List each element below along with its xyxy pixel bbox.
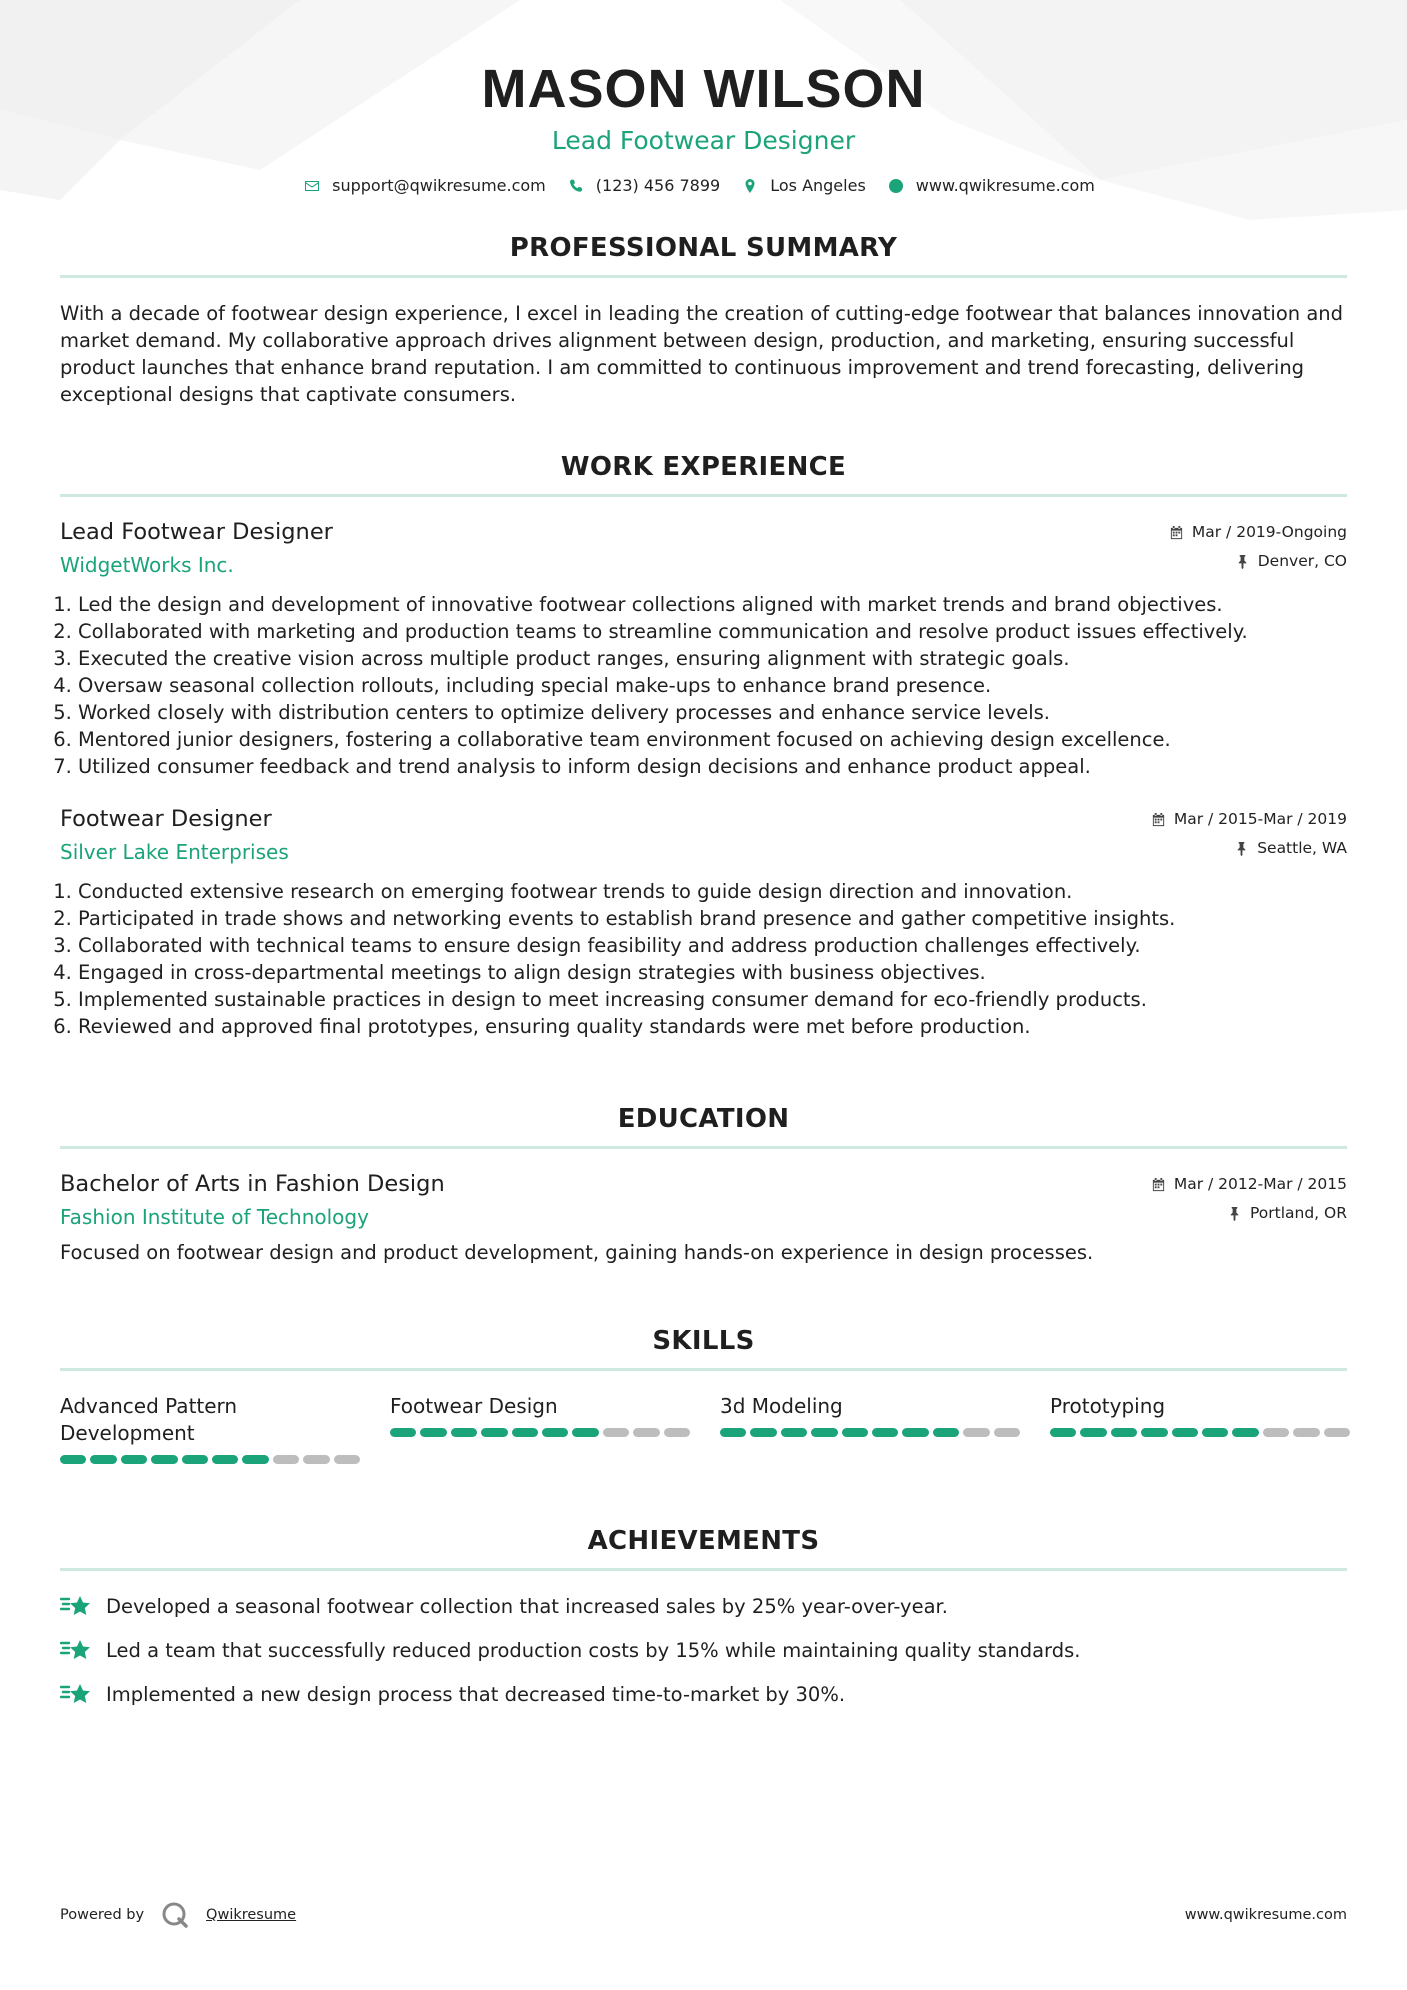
education-heading: EDUCATION bbox=[60, 1104, 1347, 1149]
skill-segment-empty bbox=[994, 1428, 1020, 1437]
globe-icon bbox=[888, 178, 904, 194]
calendar-icon bbox=[1151, 1177, 1166, 1192]
education-dates bbox=[1151, 1175, 1347, 1193]
job-location-text: Denver, CO bbox=[1257, 552, 1347, 570]
skill-name: Advanced Pattern Development bbox=[60, 1394, 238, 1445]
education-section bbox=[60, 1104, 1347, 1264]
skill-item bbox=[1050, 1393, 1350, 1464]
job-title: Lead Footwear Designer bbox=[60, 519, 333, 545]
achievement-item bbox=[60, 1593, 1347, 1619]
skill-segment-filled bbox=[242, 1455, 268, 1464]
skill-name: 3d Modeling bbox=[720, 1394, 843, 1418]
email-text: support@qwikresume.com bbox=[332, 176, 546, 195]
skill-segment-filled bbox=[933, 1428, 959, 1437]
skill-segment-filled bbox=[1172, 1428, 1198, 1437]
envelope-icon bbox=[304, 178, 320, 194]
skill-segment-empty bbox=[664, 1428, 690, 1437]
skill-segment-filled bbox=[1050, 1428, 1076, 1437]
qwikresume-link[interactable]: Qwikresume bbox=[206, 1907, 297, 1923]
job-bullet: 7. Utilized consumer feedback and trend analysis to inform design decisions and enhance product appeal. bbox=[78, 753, 1347, 780]
job-bullet: 1. Led the design and development of innovative footwear collections aligned with market trends and brand objectives. bbox=[78, 591, 1347, 618]
achievement-item bbox=[60, 1637, 1347, 1663]
powered-by-label: Powered by bbox=[60, 1907, 145, 1923]
skills-section bbox=[60, 1326, 1347, 1464]
skill-segment-empty bbox=[963, 1428, 989, 1437]
contact-website[interactable] bbox=[888, 176, 1095, 195]
skill-level-bar bbox=[390, 1428, 690, 1437]
skill-segment-filled bbox=[1202, 1428, 1228, 1437]
skill-segment-filled bbox=[1080, 1428, 1106, 1437]
footer-website[interactable]: www.qwikresume.com bbox=[1184, 1907, 1347, 1923]
skill-segment-empty bbox=[1293, 1428, 1319, 1437]
job-entry bbox=[60, 806, 1347, 1040]
job-entry bbox=[60, 519, 1347, 780]
work-heading: WORK EXPERIENCE bbox=[60, 452, 1347, 497]
job-dates-text: Mar / 2015-Mar / 2019 bbox=[1173, 810, 1347, 828]
skill-segment-filled bbox=[902, 1428, 928, 1437]
job-bullet: 5. Implemented sustainable practices in design to meet increasing consumer demand for eco-friendly products. bbox=[78, 986, 1347, 1013]
education-dates-text: Mar / 2012-Mar / 2015 bbox=[1173, 1175, 1347, 1193]
summary-heading: PROFESSIONAL SUMMARY bbox=[60, 233, 1347, 278]
skill-level-bar bbox=[720, 1428, 1020, 1437]
skill-segment-filled bbox=[151, 1455, 177, 1464]
skill-segment-filled bbox=[572, 1428, 598, 1437]
skill-segment-filled bbox=[542, 1428, 568, 1437]
candidate-title: Lead Footwear Designer bbox=[551, 126, 856, 155]
contact-email[interactable] bbox=[304, 176, 546, 195]
skill-segment-filled bbox=[811, 1428, 837, 1437]
achievement-text: Led a team that successfully reduced production costs by 15% while maintaining quality standards. bbox=[106, 1638, 1081, 1662]
achievements-section bbox=[60, 1526, 1347, 1707]
calendar-icon bbox=[1169, 525, 1184, 540]
qwikresume-logo-icon bbox=[160, 1900, 190, 1930]
degree-title: Bachelor of Arts in Fashion Design bbox=[60, 1171, 445, 1197]
school-name: Fashion Institute of Technology bbox=[60, 1205, 369, 1229]
skill-item bbox=[390, 1393, 690, 1464]
education-location bbox=[1227, 1204, 1347, 1222]
education-location-text: Portland, OR bbox=[1249, 1204, 1347, 1222]
job-bullet: 6. Mentored junior designers, fostering a collaborative team environment focused on achieving design excellence. bbox=[78, 726, 1347, 753]
job-location-text: Seattle, WA bbox=[1257, 839, 1347, 857]
pushpin-icon bbox=[1235, 554, 1250, 569]
company-name: WidgetWorks Inc. bbox=[60, 553, 234, 577]
summary-text: With a decade of footwear design experience, I excel in leading the creation of cutting-edge footwear that balances innovation and market demand. My collaborative approach drives alignment between design, production, and marketing, ensuring successful product launches that enhance brand reputation. I am committed to continuous improvement and trend forecasting, delivering exceptional designs that captivate consumers. bbox=[60, 302, 1344, 406]
skill-segment-filled bbox=[720, 1428, 746, 1437]
achievements-heading: ACHIEVEMENTS bbox=[60, 1526, 1347, 1571]
shooting-star-icon bbox=[60, 1637, 92, 1663]
website-text: www.qwikresume.com bbox=[915, 176, 1095, 195]
job-dates bbox=[1169, 523, 1347, 541]
skill-segment-filled bbox=[781, 1428, 807, 1437]
candidate-name: MASON WILSON bbox=[481, 59, 926, 119]
job-dates-text: Mar / 2019-Ongoing bbox=[1191, 523, 1347, 541]
achievements-list bbox=[60, 1593, 1347, 1707]
location-text: Los Angeles bbox=[770, 176, 866, 195]
calendar-icon bbox=[1151, 812, 1166, 827]
achievement-text: Implemented a new design process that decreased time-to-market by 30%. bbox=[106, 1682, 846, 1706]
skills-list bbox=[60, 1393, 1347, 1464]
skill-name: Prototyping bbox=[1050, 1394, 1166, 1418]
skill-segment-filled bbox=[212, 1455, 238, 1464]
job-bullet: 6. Reviewed and approved final prototypes, ensuring quality standards were met before production. bbox=[78, 1013, 1347, 1040]
shooting-star-icon bbox=[60, 1681, 92, 1707]
job-bullet: 3. Collaborated with technical teams to ensure design feasibility and address production challenges effectively. bbox=[78, 932, 1347, 959]
job-bullet: 5. Worked closely with distribution centers to optimize delivery processes and enhance service levels. bbox=[78, 699, 1347, 726]
phone-icon bbox=[568, 178, 584, 194]
skill-segment-filled bbox=[60, 1455, 86, 1464]
skill-segment-empty bbox=[1263, 1428, 1289, 1437]
job-bullet: 4. Engaged in cross-departmental meetings to align design strategies with business objectives. bbox=[78, 959, 1347, 986]
page-footer bbox=[60, 1900, 1347, 1930]
resume-header bbox=[60, 0, 1347, 195]
job-location bbox=[1235, 552, 1347, 570]
pushpin-icon bbox=[1234, 841, 1249, 856]
job-dates bbox=[1151, 810, 1347, 828]
skill-item bbox=[720, 1393, 1020, 1464]
skill-segment-empty bbox=[1324, 1428, 1350, 1437]
job-bullets bbox=[60, 591, 1347, 780]
skill-segment-filled bbox=[872, 1428, 898, 1437]
job-bullet: 4. Oversaw seasonal collection rollouts, including special make-ups to enhance brand presence. bbox=[78, 672, 1347, 699]
phone-text: (123) 456 7899 bbox=[595, 176, 721, 195]
job-bullet: 2. Collaborated with marketing and production teams to streamline communication and resolve product issues effectively. bbox=[78, 618, 1347, 645]
skill-segment-filled bbox=[842, 1428, 868, 1437]
skills-heading: SKILLS bbox=[60, 1326, 1347, 1371]
skill-segment-empty bbox=[633, 1428, 659, 1437]
skill-segment-empty bbox=[334, 1455, 360, 1464]
education-description: Focused on footwear design and product development, gaining hands-on experience in design processes. bbox=[60, 1241, 1094, 1264]
shooting-star-icon bbox=[60, 1593, 92, 1619]
job-bullets bbox=[60, 878, 1347, 1040]
skill-segment-empty bbox=[603, 1428, 629, 1437]
company-name: Silver Lake Enterprises bbox=[60, 840, 289, 864]
summary-section bbox=[60, 233, 1347, 408]
achievement-text: Developed a seasonal footwear collection that increased sales by 25% year-over-year. bbox=[106, 1594, 948, 1618]
job-title: Footwear Designer bbox=[60, 806, 272, 832]
skill-segment-empty bbox=[303, 1455, 329, 1464]
pushpin-icon bbox=[1227, 1206, 1242, 1221]
skill-segment-filled bbox=[90, 1455, 116, 1464]
achievement-item bbox=[60, 1681, 1347, 1707]
skill-segment-filled bbox=[420, 1428, 446, 1437]
skill-level-bar bbox=[60, 1455, 360, 1464]
skill-level-bar bbox=[1050, 1428, 1350, 1437]
contact-location bbox=[742, 176, 866, 195]
skill-segment-filled bbox=[1232, 1428, 1258, 1437]
skill-segment-filled bbox=[182, 1455, 208, 1464]
skill-segment-filled bbox=[512, 1428, 538, 1437]
job-location bbox=[1234, 839, 1347, 857]
work-section bbox=[60, 452, 1347, 1040]
skill-segment-empty bbox=[273, 1455, 299, 1464]
skill-segment-filled bbox=[1111, 1428, 1137, 1437]
job-bullet: 2. Participated in trade shows and networking events to establish brand presence and gather competitive insights. bbox=[78, 905, 1347, 932]
contact-phone[interactable] bbox=[568, 176, 720, 195]
skill-segment-filled bbox=[481, 1428, 507, 1437]
skill-segment-filled bbox=[451, 1428, 477, 1437]
map-pin-icon bbox=[742, 178, 758, 194]
skill-name: Footwear Design bbox=[390, 1394, 558, 1418]
skill-segment-filled bbox=[750, 1428, 776, 1437]
skill-item bbox=[60, 1393, 360, 1464]
skill-segment-filled bbox=[390, 1428, 416, 1437]
skill-segment-filled bbox=[1141, 1428, 1167, 1437]
job-bullet: 1. Conducted extensive research on emerging footwear trends to guide design direction and innovation. bbox=[78, 878, 1347, 905]
contact-bar bbox=[60, 176, 1347, 195]
job-bullet: 3. Executed the creative vision across multiple product ranges, ensuring alignment with strategic goals. bbox=[78, 645, 1347, 672]
skill-segment-filled bbox=[121, 1455, 147, 1464]
